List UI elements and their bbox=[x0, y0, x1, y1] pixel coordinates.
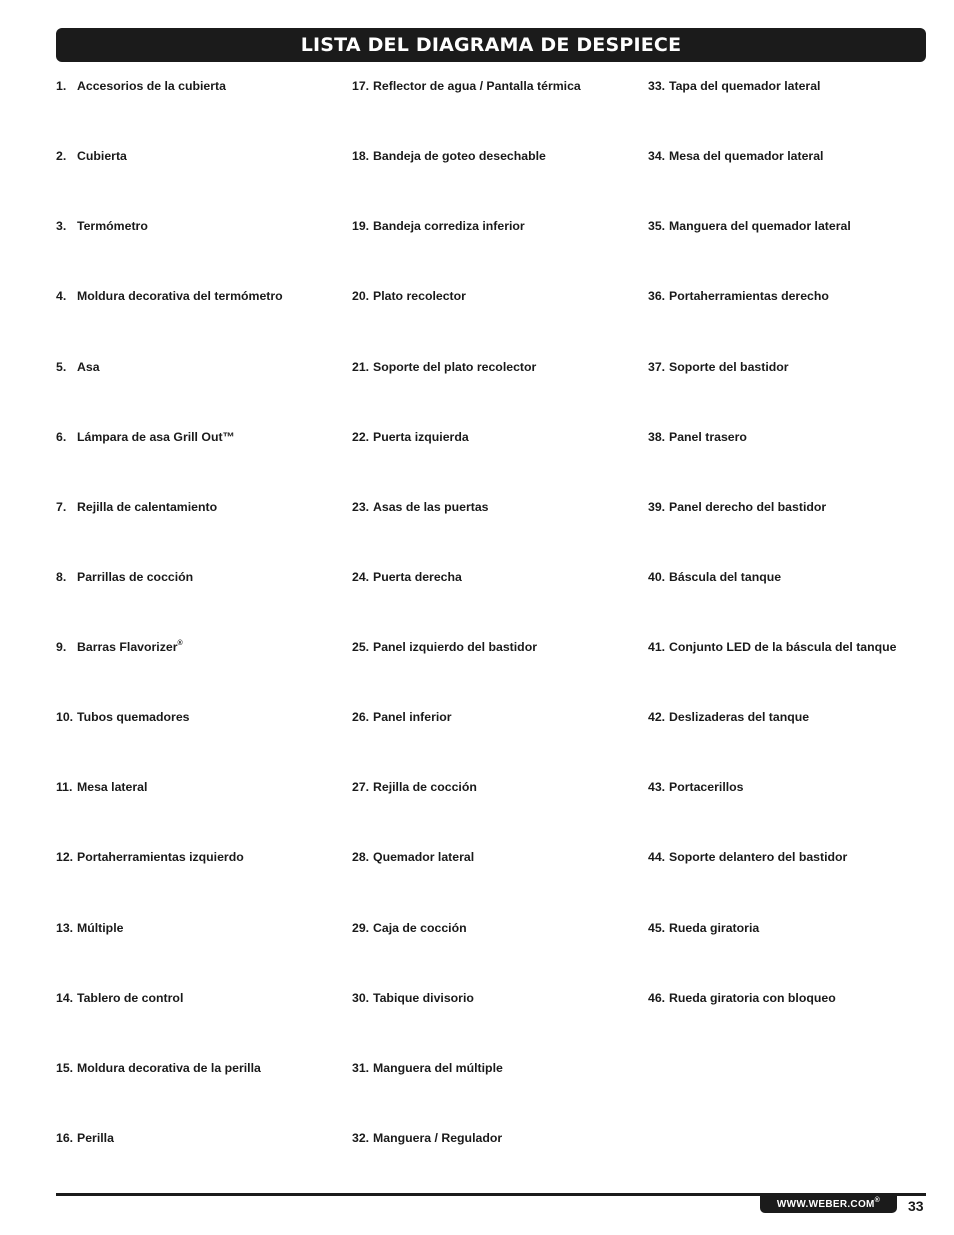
list-item bbox=[352, 849, 648, 919]
list-item bbox=[352, 78, 648, 148]
item-number: 41. bbox=[648, 640, 666, 654]
item-label: Caja de cocción bbox=[373, 920, 467, 935]
item-label: Perilla bbox=[77, 1130, 114, 1145]
item-number: 37. bbox=[648, 359, 666, 374]
item-label: Barras Flavorizer bbox=[77, 640, 178, 654]
item-label: Moldura decorativa del termómetro bbox=[77, 289, 283, 304]
list-item bbox=[56, 1130, 352, 1200]
list-item bbox=[352, 1060, 648, 1130]
item-number: 15. bbox=[56, 1060, 74, 1075]
list-item bbox=[56, 429, 352, 499]
item-number: 1. bbox=[56, 79, 67, 93]
item-number: 19. bbox=[352, 219, 370, 234]
item-number: 36. bbox=[648, 289, 666, 304]
item-label: Manguera del quemador lateral bbox=[669, 219, 851, 234]
list-item bbox=[352, 148, 648, 218]
list-item bbox=[648, 78, 936, 148]
item-label: Moldura decorativa de la perilla bbox=[77, 1060, 261, 1075]
item-number: 32. bbox=[352, 1130, 370, 1145]
item-number: 45. bbox=[648, 920, 666, 935]
item-number: 21. bbox=[352, 359, 370, 374]
list-item bbox=[648, 288, 936, 358]
list-item bbox=[56, 499, 352, 569]
item-label: Soporte del plato recolector bbox=[373, 359, 537, 374]
list-item bbox=[352, 499, 648, 569]
list-item bbox=[56, 218, 352, 288]
page-number: 33 bbox=[908, 1198, 924, 1214]
registered-mark: ® bbox=[177, 640, 183, 647]
list-item bbox=[352, 709, 648, 779]
title-bar bbox=[56, 28, 926, 62]
item-label: Mesa del quemador lateral bbox=[669, 149, 824, 164]
item-label: Panel trasero bbox=[669, 429, 747, 444]
item-label: Manguera del múltiple bbox=[373, 1060, 503, 1075]
item-number: 23. bbox=[352, 499, 370, 514]
list-item bbox=[352, 359, 648, 429]
list-item bbox=[56, 288, 352, 358]
item-label: Manguera / Regulador bbox=[373, 1130, 503, 1145]
item-label: Portaherramientas izquierdo bbox=[77, 850, 244, 865]
item-label: Rejilla de calentamiento bbox=[77, 499, 218, 514]
item-label: Plato recolector bbox=[373, 289, 466, 304]
list-item bbox=[56, 639, 352, 709]
list-item bbox=[648, 920, 936, 990]
item-label: Soporte delantero del bastidor bbox=[669, 850, 848, 865]
item-number: 34. bbox=[648, 149, 666, 164]
item-label: Rueda giratoria bbox=[669, 920, 760, 935]
list-item bbox=[56, 990, 352, 1060]
list-item bbox=[648, 359, 936, 429]
item-number: 35. bbox=[648, 219, 666, 234]
item-label: Panel derecho del bastidor bbox=[669, 499, 827, 514]
item-number: 3. bbox=[56, 219, 67, 234]
website-url[interactable]: WWW.WEBER.COM® bbox=[776, 1196, 881, 1210]
item-label: Portacerillos bbox=[669, 780, 744, 795]
item-number: 5. bbox=[56, 359, 67, 374]
item-number: 30. bbox=[352, 990, 370, 1005]
page-title: LISTA DEL DIAGRAMA DE DESPIECE bbox=[300, 34, 682, 56]
item-label: Tablero de control bbox=[77, 990, 184, 1005]
list-item bbox=[56, 148, 352, 218]
parts-column-1 bbox=[56, 78, 352, 1200]
item-label: Tapa del quemador lateral bbox=[669, 79, 821, 93]
item-number: 16. bbox=[56, 1130, 74, 1145]
item-label: Rueda giratoria con bloqueo bbox=[669, 990, 836, 1005]
list-item bbox=[648, 709, 936, 779]
item-number: 7. bbox=[56, 499, 67, 514]
item-number: 20. bbox=[352, 289, 370, 304]
footer-url-tab bbox=[760, 1193, 897, 1213]
item-number: 31. bbox=[352, 1060, 370, 1075]
item-number: 9. bbox=[56, 640, 67, 654]
list-item bbox=[648, 429, 936, 499]
item-number: 22. bbox=[352, 429, 370, 444]
item-label: Múltiple bbox=[77, 920, 124, 935]
item-label: Portaherramientas derecho bbox=[669, 289, 829, 304]
item-number: 38. bbox=[648, 429, 666, 444]
item-label: Mesa lateral bbox=[77, 780, 148, 795]
item-label: Puerta derecha bbox=[373, 569, 462, 584]
list-item bbox=[56, 78, 352, 148]
item-label: Accesorios de la cubierta bbox=[77, 79, 226, 93]
item-number: 24. bbox=[352, 569, 370, 584]
parts-column-3 bbox=[648, 78, 936, 1200]
list-item bbox=[56, 709, 352, 779]
list-item bbox=[352, 1130, 648, 1200]
item-label: Quemador lateral bbox=[373, 850, 475, 865]
item-label: Bandeja de goteo desechable bbox=[373, 149, 546, 164]
item-number: 42. bbox=[648, 710, 666, 725]
item-number: 8. bbox=[56, 569, 67, 584]
item-number: 12. bbox=[56, 850, 74, 865]
list-item bbox=[648, 779, 936, 849]
item-number: 11. bbox=[56, 780, 73, 795]
item-number: 2. bbox=[56, 149, 67, 164]
list-item bbox=[352, 569, 648, 639]
item-label: Panel izquierdo del bastidor bbox=[373, 640, 537, 654]
item-label: Cubierta bbox=[77, 149, 127, 164]
item-number: 43. bbox=[648, 780, 666, 795]
item-number: 44. bbox=[648, 850, 666, 865]
item-number: 40. bbox=[648, 569, 666, 584]
item-label: Reflector de agua / Pantalla térmica bbox=[373, 79, 581, 93]
item-label: Bandeja corrediza inferior bbox=[373, 219, 525, 234]
item-number: 25. bbox=[352, 640, 370, 654]
item-label: Deslizaderas del tanque bbox=[669, 710, 810, 725]
list-item bbox=[352, 218, 648, 288]
item-label: Rejilla de cocción bbox=[373, 780, 477, 795]
item-label: Báscula del tanque bbox=[669, 569, 782, 584]
list-item bbox=[352, 779, 648, 849]
item-number: 39. bbox=[648, 499, 666, 514]
item-label: Panel inferior bbox=[373, 710, 452, 725]
list-item bbox=[648, 218, 936, 288]
list-item bbox=[648, 849, 936, 919]
item-number: 10. bbox=[56, 710, 74, 725]
list-item bbox=[56, 920, 352, 990]
item-number: 33. bbox=[648, 79, 666, 93]
item-label: Tubos quemadores bbox=[77, 710, 190, 725]
list-item bbox=[648, 569, 936, 639]
parts-list bbox=[56, 78, 936, 1200]
item-label: Conjunto LED de la báscula del tanque bbox=[669, 640, 897, 654]
parts-column-2 bbox=[352, 78, 648, 1200]
list-item bbox=[352, 429, 648, 499]
item-number: 29. bbox=[352, 920, 370, 935]
item-label: Parrillas de cocción bbox=[77, 569, 194, 584]
list-item bbox=[648, 499, 936, 569]
item-number: 46. bbox=[648, 990, 666, 1005]
item-label: Termómetro bbox=[77, 219, 148, 234]
item-number: 27. bbox=[352, 780, 370, 795]
item-number: 28. bbox=[352, 850, 370, 865]
list-item bbox=[352, 288, 648, 358]
list-item bbox=[352, 920, 648, 990]
item-label: Puerta izquierda bbox=[373, 429, 469, 444]
item-label: Soporte del bastidor bbox=[669, 359, 789, 374]
list-item bbox=[56, 849, 352, 919]
list-item bbox=[352, 990, 648, 1060]
list-item bbox=[56, 569, 352, 639]
list-item bbox=[56, 359, 352, 429]
list-item bbox=[56, 1060, 352, 1130]
list-item bbox=[648, 990, 936, 1060]
item-label: Tabique divisorio bbox=[373, 990, 474, 1005]
item-number: 18. bbox=[352, 149, 370, 164]
list-item bbox=[352, 639, 648, 709]
list-item bbox=[648, 148, 936, 218]
item-label: Asas de las puertas bbox=[373, 499, 489, 514]
item-number: 4. bbox=[56, 289, 67, 304]
item-number: 14. bbox=[56, 990, 74, 1005]
item-number: 13. bbox=[56, 920, 74, 935]
list-item bbox=[56, 779, 352, 849]
item-number: 26. bbox=[352, 710, 370, 725]
item-number: 6. bbox=[56, 429, 67, 444]
list-item bbox=[648, 639, 936, 709]
item-number: 17. bbox=[352, 79, 370, 93]
item-label: Asa bbox=[77, 359, 100, 374]
item-label: Lámpara de asa Grill Out™ bbox=[77, 429, 235, 444]
